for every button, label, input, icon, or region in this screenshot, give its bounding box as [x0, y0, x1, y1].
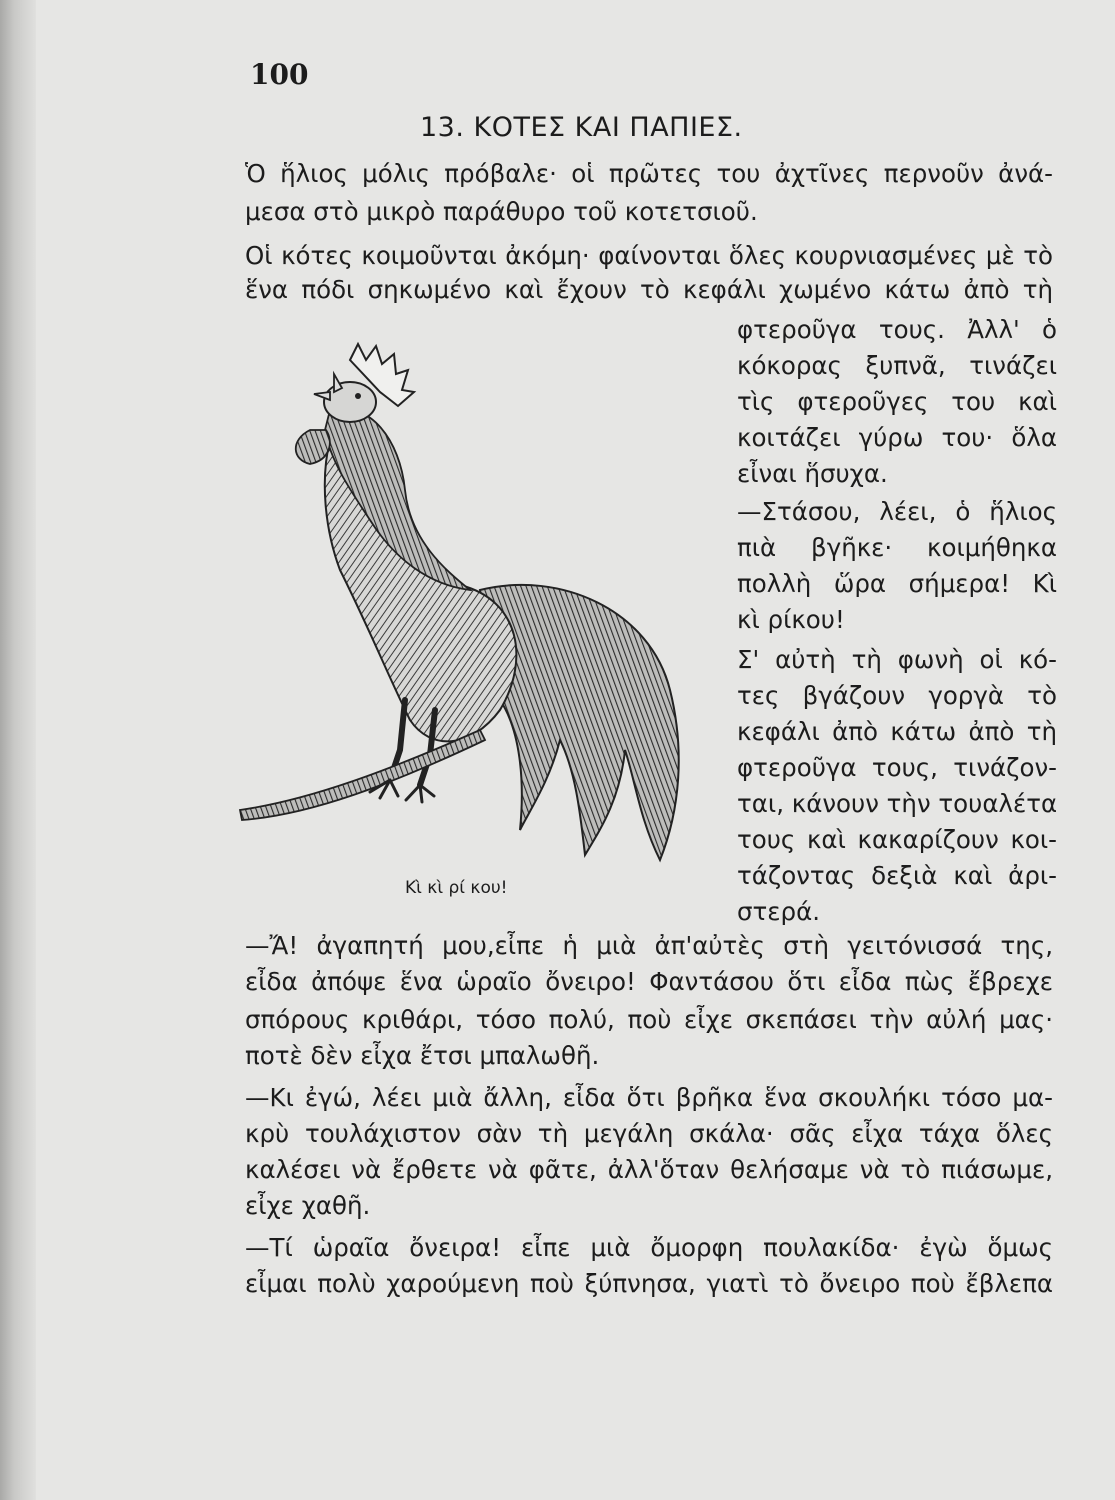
- text-line: εἶναι ἥσυχα.: [737, 459, 888, 488]
- text-line: τάζοντας δεξιὰ καὶ ἀρι-: [737, 861, 1057, 890]
- figure-caption: Κὶ κὶ ρί κου!: [405, 878, 508, 898]
- text-line: καλέσει νὰ ἔρθετε νὰ φᾶτε, ἀλλ'ὅταν θελήσαμε νὰ τὸ πιάσωμε,: [245, 1155, 1053, 1184]
- text-line: Οἱ κότες κοιμοῦνται ἀκόμη· φαίνονται ὅλες κουρνιασμένες μὲ τὸ: [245, 241, 1053, 270]
- text-line: τὶς φτεροῦγες του καὶ: [737, 387, 1057, 416]
- text-line: πολλὴ ὥρα σήμερα! Κὶ: [737, 569, 1057, 598]
- rooster-illustration: [230, 330, 705, 880]
- text-line: κόκορας ξυπνᾶ, τινάζει: [737, 351, 1057, 380]
- text-line: —Κι ἐγώ, λέει μιὰ ἄλλη, εἶδα ὅτι βρῆκα ἕνα σκουλήκι τόσο μα-: [245, 1083, 1053, 1112]
- text-line: πιὰ βγῆκε· κοιμήθηκα: [737, 533, 1057, 562]
- text-line: ἕνα πόδι σηκωμένο καὶ ἔχουν τὸ κεφάλι χωμένο κάτω ἀπὸ τὴ: [245, 275, 1053, 304]
- text-line: σπόρους κριθάρι, τόσο πολύ, ποὺ εἶχε σκεπάσει τὴν αὐλή μας·: [245, 1005, 1053, 1034]
- text-line: κὶ ρίκου!: [737, 605, 845, 634]
- text-line: φτεροῦγα τους, τινάζον-: [737, 753, 1057, 782]
- text-line: —Ἄ! ἀγαπητή μου,εἶπε ἡ μιὰ ἀπ'αὐτὲς στὴ γειτόνισσά της,: [245, 931, 1053, 960]
- text-line: εἶχε χαθῆ.: [245, 1191, 371, 1220]
- text-line: ται, κάνουν τὴν τουαλέτα: [737, 789, 1058, 818]
- page-binding-edge: [0, 0, 36, 1500]
- text-line: τες βγάζουν γοργὰ τὸ: [737, 681, 1057, 710]
- text-line: μεσα στὸ μικρὸ παράθυρο τοῦ κοτετσιοῦ.: [245, 197, 758, 226]
- text-line: —Στάσου, λέει, ὁ ἥλιος: [737, 497, 1057, 526]
- text-line: εἶμαι πολὺ χαρούμενη ποὺ ξύπνησα, γιατὶ τὸ ὄνειρο ποὺ ἔβλεπα: [245, 1269, 1053, 1298]
- text-line: —Τί ὡραῖα ὄνειρα! εἶπε μιὰ ὄμορφη πουλακίδα· ἐγὼ ὅμως: [245, 1233, 1053, 1262]
- text-line: στερά.: [737, 897, 821, 926]
- text-line: κεφάλι ἀπὸ κάτω ἀπὸ τὴ: [737, 717, 1057, 746]
- chapter-title: 13. ΚΟΤΕΣ ΚΑΙ ΠΑΠΙΕΣ.: [420, 112, 743, 143]
- text-line: κοιτάζει γύρω του· ὅλα: [737, 423, 1057, 452]
- text-line: εἶδα ἀπόψε ἕνα ὡραῖο ὄνειρο! Φαντάσου ὅτι εἶδα πὼς ἔβρεχε: [245, 967, 1053, 996]
- text-line: ποτὲ δὲν εἶχα ἔτσι μπαλωθῆ.: [245, 1041, 600, 1070]
- rooster-illustration-icon: [230, 330, 705, 880]
- text-line: τους καὶ κακαρίζουν κοι-: [737, 825, 1057, 854]
- text-line: φτεροῦγα τους. Ἀλλ' ὁ: [737, 315, 1057, 344]
- text-line: Σ' αὐτὴ τὴ φωνὴ οἱ κό-: [737, 645, 1057, 674]
- page-number: 100: [250, 58, 309, 91]
- text-line: Ὁ ἥλιος μόλις πρόβαλε· οἱ πρῶτες του ἀχτῖνες περνοῦν ἀνά-: [245, 159, 1053, 188]
- text-line: κρὺ τουλάχιστον σὰν τὴ μεγάλη σκάλα· σᾶς εἶχα τάχα ὅλες: [245, 1119, 1053, 1148]
